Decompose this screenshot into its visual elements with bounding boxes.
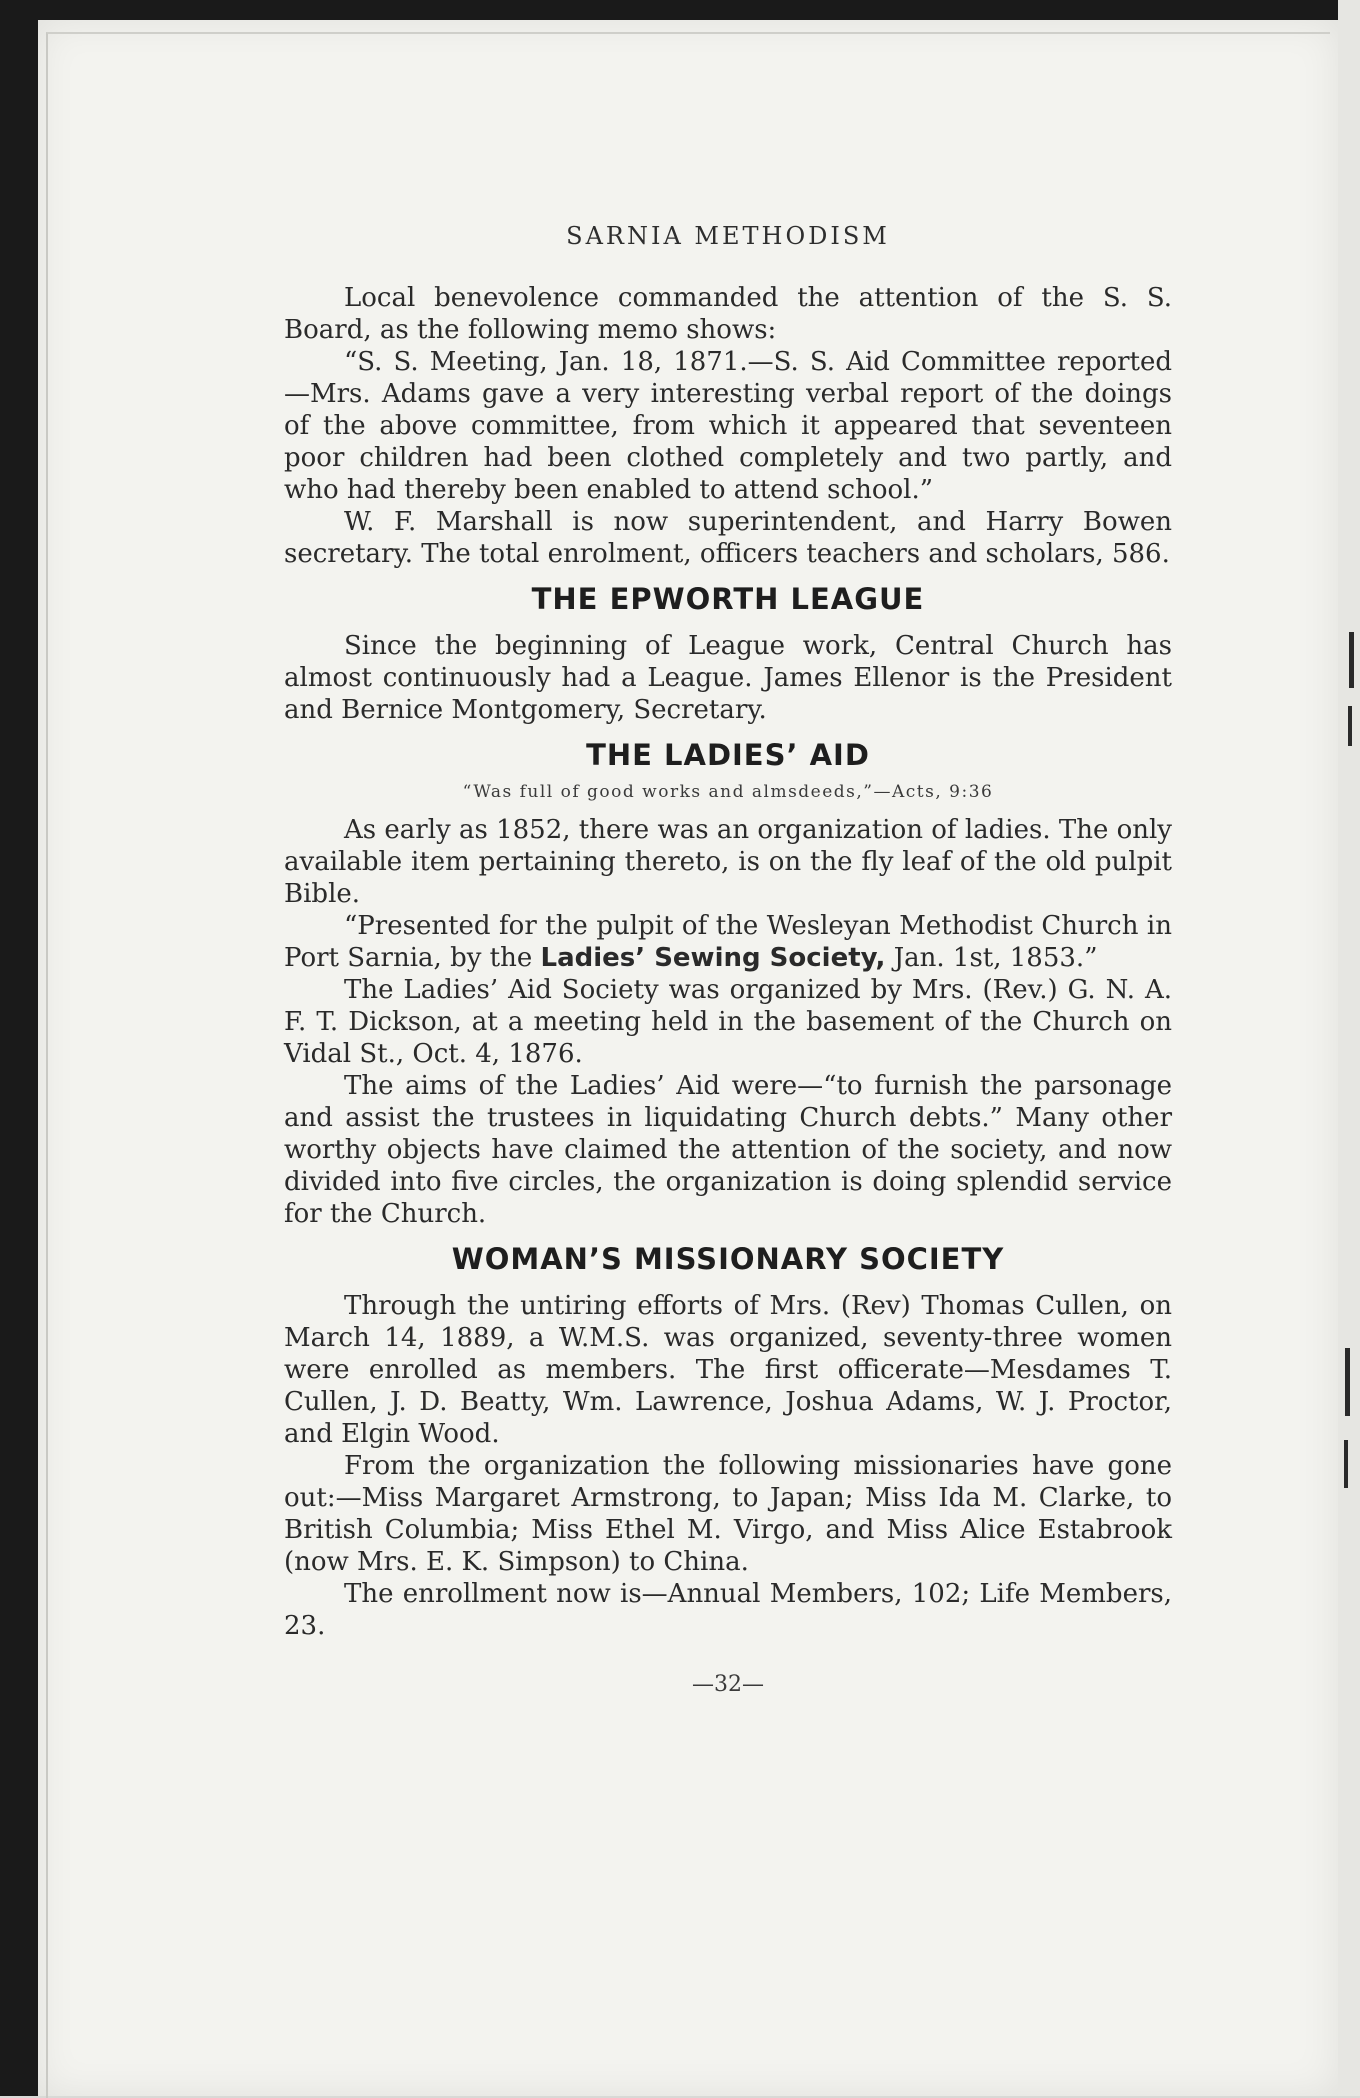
epworth-paragraph: Since the beginning of League work, Central Church has almost continuously had a League. James Ellenor is the President and Bernice Montgomery, Secretary. (284, 631, 1172, 725)
intro-section (284, 282, 1172, 570)
wms-paragraph: The enrollment now is—Annual Members, 102; Life Members, 23. (284, 1579, 1172, 1641)
section-heading: WOMAN’S MISSIONARY SOCIETY (451, 1242, 1005, 1276)
section-heading: THE LADIES’ AID (586, 738, 870, 772)
wms-paragraph: Through the untiring efforts of Mrs. (Rev) Thomas Cullen, on March 14, 1889, a W.M.S. was organized, seventy-three women were enrolled as members. The first officerate—Mesdames T. Cullen, J. D. Beatty, Wm. Lawrence, Joshua Adams, W. J. Proctor, and Elgin Wood. (284, 1291, 1172, 1449)
margin-mark (1345, 1348, 1350, 1416)
intro-paragraph: Local benevolence commanded the attention of the S. S. Board, as the following memo shows: (284, 283, 1172, 345)
intro-paragraph: W. F. Marshall is now superintendent, and Harry Bowen secretary. The total enrolment, officers teachers and scholars, 586. (284, 507, 1172, 569)
binding-strip (1338, 0, 1360, 2096)
page-content (284, 222, 1172, 1697)
ladies-aid-section (284, 738, 1172, 1230)
page-number: —32— (692, 1672, 764, 1697)
society-name-bold: Ladies’ Sewing Society, (540, 943, 886, 973)
epworth-section (284, 582, 1172, 726)
epigraph: “Was full of good works and almsdeeds,”—Acts, 9:36 (462, 782, 994, 802)
wms-section (284, 1242, 1172, 1642)
ladies-aid-paragraph: As early as 1852, there was an organization of ladies. The only available item pertaining thereto, is on the fly leaf of the old pulpit Bible. (284, 815, 1172, 909)
ladies-aid-paragraph: The Ladies’ Aid Society was organized by Mrs. (Rev.) G. N. A. F. T. Dickson, at a meeting held in the basement of the Church on Vidal St., Oct. 4, 1876. (284, 975, 1172, 1069)
margin-mark (1349, 632, 1354, 688)
ladies-aid-inscription-paragraph (284, 910, 1172, 974)
section-heading: THE EPWORTH LEAGUE (531, 582, 925, 616)
inscription-date: Jan. 1st, 1853.” (885, 943, 1098, 973)
margin-mark (1344, 1440, 1348, 1488)
wms-paragraph: From the organization the following missionaries have gone out:—Miss Margaret Armstrong, to Japan; Miss Ida M. Clarke, to British Columbia; Miss Ethel M. Virgo, and Miss Alice Estabrook (now Mrs. E. K. Simpson) to China. (284, 1451, 1172, 1577)
memo-quote-paragraph: “S. S. Meeting, Jan. 18, 1871.—S. S. Aid Committee reported—Mrs. Adams gave a very interesting verbal report of the doings of the above committee, from which it appeared that seventeen poor children had been clothed completely and two partly, and who had thereby been enabled to attend school.” (284, 347, 1172, 505)
inscription-text: “Presented for the pulpit of the Wesleyan Methodist Church in Port Sarnia, by the (284, 911, 1172, 973)
ladies-aid-paragraph: The aims of the Ladies’ Aid were—“to furnish the parsonage and assist the trustees in liquidating Church debts.” Many other worthy objects have claimed the attention of the society, and now divided into five circles, the organization is doing splendid service for the Church. (284, 1071, 1172, 1229)
running-head: SARNIA METHODISM (566, 222, 890, 250)
margin-mark (1348, 706, 1352, 746)
